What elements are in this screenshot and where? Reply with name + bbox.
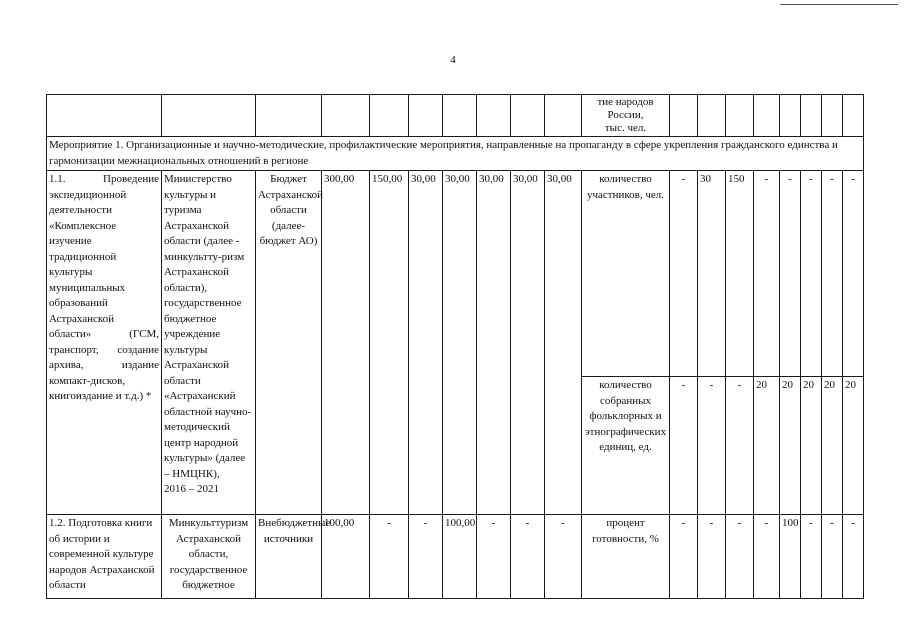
indicator-value: - (801, 171, 822, 377)
indicator-value: 20 (843, 377, 864, 515)
indicator-header-text: тие народов России, тыс. чел. (582, 95, 670, 137)
finance-2020-1-2: - (511, 515, 545, 599)
section-title: Мероприятие 1. Организационные и научно-методические, профилактические мероприятия, направленные на пропаганду в сфере укрепления гражданского единства и гармонизации межнациональных отношений в регионе (47, 137, 864, 171)
indicator-value: - (726, 515, 754, 599)
empty-cell (698, 95, 726, 137)
indicator-value: - (780, 171, 801, 377)
empty-cell (754, 95, 780, 137)
finance-2018-1-1: 30,00 (443, 171, 477, 515)
indicator-value: - (754, 171, 780, 377)
indicator-value: 100 (780, 515, 801, 599)
empty-cell (256, 95, 322, 137)
finance-2021-1-1: 30,00 (545, 171, 582, 515)
empty-cell (801, 95, 822, 137)
empty-cell (443, 95, 477, 137)
finance-total-1-2: 100,00 (322, 515, 370, 599)
funding-source-1-1: Бюджет Астраханской области (далее-бюджет АО) (256, 171, 322, 515)
indicator-value: - (843, 515, 864, 599)
empty-cell (511, 95, 545, 137)
indicator-participants: количество участников, чел. (582, 171, 670, 377)
finance-2020-1-1: 30,00 (511, 171, 545, 515)
empty-cell (162, 95, 256, 137)
finance-2019-1-1: 30,00 (477, 171, 511, 515)
indicator-value: 20 (754, 377, 780, 515)
indicator-value: - (670, 171, 698, 377)
program-table (46, 94, 864, 599)
activity-name-1-1: 1.1. Проведение экспедиционной деятельности «Комплексное изучение традиционной культуры муниципальных образований Астраханской области» (ГСМ, транспорт, создание архива, издание компакт-дисков, книгоиздание и т.д.) * (47, 171, 162, 515)
indicator-value: - (670, 377, 698, 515)
indicator-value: - (726, 377, 754, 515)
indicator-value: - (754, 515, 780, 599)
finance-2016-1-2: - (370, 515, 409, 599)
indicator-readiness: процент готовности, % (582, 515, 670, 599)
empty-cell (409, 95, 443, 137)
indicator-value: 150 (726, 171, 754, 377)
indicator-value: 30 (698, 171, 726, 377)
indicator-value: 20 (780, 377, 801, 515)
indicator-value: 20 (822, 377, 843, 515)
finance-2018-1-2: 100,00 (443, 515, 477, 599)
empty-cell (822, 95, 843, 137)
finance-2021-1-2: - (545, 515, 582, 599)
empty-cell (47, 95, 162, 137)
indicator-value: - (801, 515, 822, 599)
executor-1-1: Министерство культуры и туризма Астраханской области (далее - минкультту-ризм Астраханской области), государственное бюджетное учреждение культуры Астраханской области «Астраханский областной научно-методический центр народной культуры» (далее – НМЦНК), 2016 – 2021 (162, 171, 256, 515)
header-row (47, 95, 864, 137)
indicator-value: - (822, 515, 843, 599)
section-row (47, 137, 864, 171)
funding-source-1-2: Внебюджетные источники (256, 515, 322, 599)
top-rule (780, 4, 898, 5)
activity-name-1-2: 1.2. Подготовка книги об истории и современной культуре народов Астраханской области (47, 515, 162, 599)
page-number: 4 (450, 54, 456, 66)
indicator-value: - (698, 515, 726, 599)
finance-2017-1-2: - (409, 515, 443, 599)
table-row-1-2 (47, 515, 864, 599)
empty-cell (477, 95, 511, 137)
finance-total-1-1: 300,00 (322, 171, 370, 515)
table-row-1-1a (47, 171, 864, 377)
empty-cell (726, 95, 754, 137)
finance-2016-1-1: 150,00 (370, 171, 409, 515)
executor-1-2: Минкульттуризм Астраханской области, государственное бюджетное (162, 515, 256, 599)
empty-cell (670, 95, 698, 137)
empty-cell (780, 95, 801, 137)
empty-cell (370, 95, 409, 137)
empty-cell (545, 95, 582, 137)
finance-2017-1-1: 30,00 (409, 171, 443, 515)
indicator-folklore-units: количество собранных фольклорных и этнографических единиц, ед. (582, 377, 670, 515)
empty-cell (322, 95, 370, 137)
finance-2019-1-2: - (477, 515, 511, 599)
indicator-value: 20 (801, 377, 822, 515)
indicator-value: - (670, 515, 698, 599)
empty-cell (843, 95, 864, 137)
indicator-value: - (843, 171, 864, 377)
indicator-value: - (822, 171, 843, 377)
indicator-value: - (698, 377, 726, 515)
